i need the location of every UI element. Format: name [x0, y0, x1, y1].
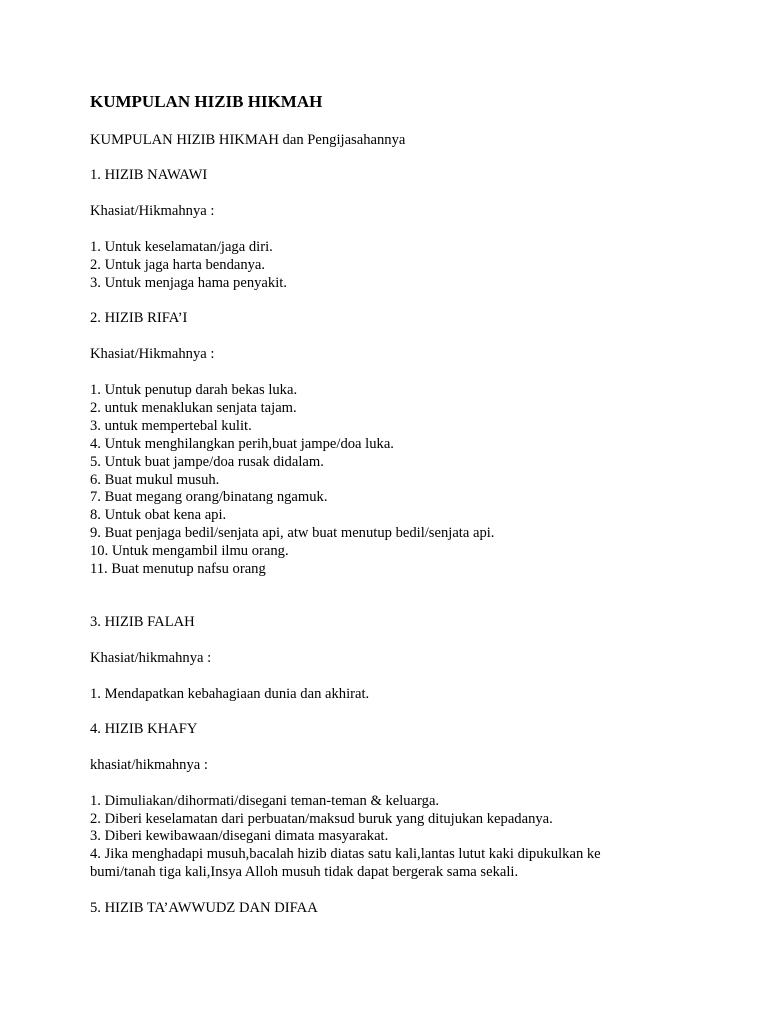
list-item: 3. Untuk menjaga hama penyakit. [90, 275, 287, 291]
list-item: 3. untuk mempertebal kulit. [90, 418, 252, 434]
list-item: 2. Untuk jaga harta bendanya. [90, 257, 266, 273]
list-item: 5. Untuk buat jampe/doa rusak didalam. [90, 454, 324, 470]
list-item: 2. Diberi keselamatan dari perbuatan/maksud buruk yang ditujukan kepadanya. [90, 811, 553, 827]
list-item: 6. Buat mukul musuh. [90, 472, 220, 488]
section-label: Khasiat/Hikmahnya : [90, 346, 215, 362]
section-label: Khasiat/Hikmahnya : [90, 203, 215, 219]
section-heading-hizib-rifai: 2. HIZIB RIFA’I [90, 310, 188, 326]
list-item: 1. Mendapatkan kebahagiaan dunia dan akhirat. [90, 686, 370, 702]
list-item: 2. untuk menaklukan senjata tajam. [90, 400, 297, 416]
list-item: 10. Untuk mengambil ilmu orang. [90, 543, 289, 559]
list-item: 8. Untuk obat kena api. [90, 507, 227, 523]
list-item: 1. Dimuliakan/dihormati/disegani teman-teman & keluarga. [90, 793, 440, 809]
document-subtitle: KUMPULAN HIZIB HIKMAH dan Pengijasahannya [90, 132, 406, 148]
section-heading-hizib-khafy: 4. HIZIB KHAFY [90, 721, 198, 737]
section-heading-hizib-nawawi: 1. HIZIB NAWAWI [90, 167, 208, 183]
list-item: 1. Untuk keselamatan/jaga diri. [90, 239, 273, 255]
section-label: khasiat/hikmahnya : [90, 757, 208, 773]
section-label: Khasiat/hikmahnya : [90, 650, 212, 666]
section-heading-hizib-falah: 3. HIZIB FALAH [90, 614, 195, 630]
list-item: 11. Buat menutup nafsu orang [90, 561, 266, 577]
document-title: KUMPULAN HIZIB HIKMAH [90, 92, 323, 111]
list-item: 3. Diberi kewibawaan/disegani dimata masyarakat. [90, 828, 389, 844]
list-item: 7. Buat megang orang/binatang ngamuk. [90, 489, 328, 505]
list-item: 4. Untuk menghilangkan perih,buat jampe/doa luka. [90, 436, 394, 452]
list-item: 4. Jika menghadapi musuh,bacalah hizib diatas satu kali,lantas lutut kaki dipukulkan ke [90, 846, 601, 862]
section-heading-hizib-taawwudz: 5. HIZIB TA’AWWUDZ DAN DIFAA [90, 900, 318, 916]
list-item: 9. Buat penjaga bedil/senjata api, atw buat menutup bedil/senjata api. [90, 525, 495, 541]
list-item: 1. Untuk penutup darah bekas luka. [90, 382, 298, 398]
list-item-continuation: bumi/tanah tiga kali,Insya Alloh musuh tidak dapat bergerak sama sekali. [90, 864, 519, 880]
